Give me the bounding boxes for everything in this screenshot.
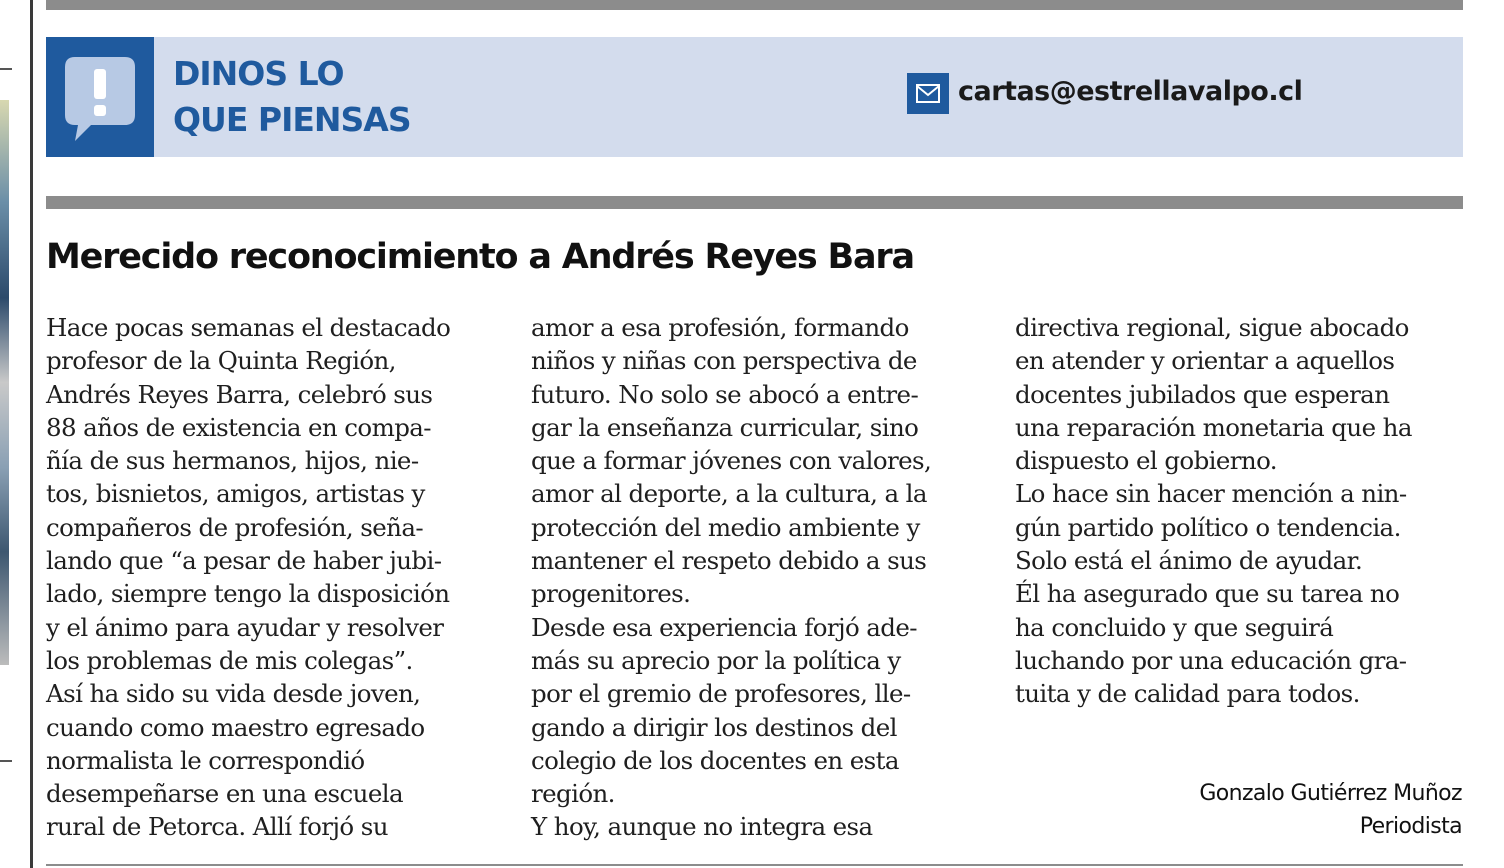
- text-line: gar la enseñanza curricular, sino: [531, 412, 919, 442]
- banner-title: [173, 51, 411, 143]
- text-line: ñía de sus hermanos, hijos, nie-: [46, 446, 419, 476]
- text-line: Así ha sido su vida desde joven,: [46, 679, 421, 709]
- text-line: profesor de la Quinta Región,: [46, 346, 396, 376]
- text-line: una reparación monetaria que ha: [1015, 412, 1412, 442]
- top-divider-bar: [46, 0, 1463, 10]
- envelope-glyph-icon: [916, 84, 940, 103]
- text-line: que a formar jóvenes con valores,: [531, 446, 932, 476]
- envelope-icon: [907, 73, 949, 114]
- section-divider-bar: [46, 196, 1463, 209]
- text-line: tos, bisnietos, amigos, artistas y: [46, 479, 425, 509]
- banner-icon-box: [46, 37, 154, 157]
- article-headline: Merecido reconocimiento a Andrés Reyes Bara: [46, 237, 914, 277]
- text-line: más su aprecio por la política y: [531, 645, 901, 675]
- text-line: y el ánimo para ayudar y resolver: [46, 612, 444, 642]
- article-column-3: [1015, 311, 1490, 711]
- text-line: Solo está el ánimo de ayudar.: [1015, 546, 1363, 576]
- text-line: lando que “a pesar de haber jubi-: [46, 546, 442, 576]
- text-line: futuro. No solo se abocó a entre-: [531, 379, 919, 409]
- letters-banner: [46, 37, 1463, 157]
- text-line: por el gremio de profesores, lle-: [531, 679, 911, 709]
- text-line: amor a esa profesión, formando: [531, 313, 909, 342]
- article-column-1: [46, 311, 521, 844]
- text-line: niños y niñas con perspectiva de: [531, 346, 917, 376]
- text-line: lado, siempre tengo la disposición: [46, 579, 450, 609]
- text-line: protección del medio ambiente y: [531, 512, 920, 542]
- text-line: Lo hace sin hacer mención a nin-: [1015, 479, 1407, 509]
- text-line: Él ha asegurado que su tarea no: [1015, 579, 1400, 609]
- text-line: gún partido político o tendencia.: [1015, 512, 1401, 542]
- text-line: los problemas de mis colegas”.: [46, 645, 413, 675]
- banner-title-line2: QUE PIENSAS: [173, 100, 411, 139]
- text-line: normalista le correspondió: [46, 745, 365, 775]
- text-line: región.: [531, 779, 615, 809]
- text-line: Hace pocas semanas el destacado: [46, 313, 451, 342]
- article-column-2: [531, 311, 1006, 844]
- email-link[interactable]: cartas@estrellavalpo.cl: [958, 76, 1303, 107]
- page-column-rule: [30, 0, 33, 868]
- text-line: ha concluido y que seguirá: [1015, 612, 1334, 642]
- text-line: dispuesto el gobierno.: [1015, 446, 1277, 476]
- text-line: luchando por una educación gra-: [1015, 645, 1407, 675]
- adjacent-page-rule: [0, 760, 12, 762]
- text-line: amor al deporte, a la cultura, a la: [531, 479, 927, 509]
- text-line: Desde esa experiencia forjó ade-: [531, 612, 917, 642]
- author-name: Gonzalo Gutiérrez Muñoz: [1199, 781, 1462, 806]
- text-line: Andrés Reyes Barra, celebró sus: [46, 379, 433, 409]
- text-line: docentes jubilados que esperan: [1015, 379, 1390, 409]
- text-line: compañeros de profesión, seña-: [46, 512, 424, 542]
- text-line: rural de Petorca. Allí forjó su: [46, 812, 388, 842]
- text-line: tuita y de calidad para todos.: [1015, 679, 1360, 709]
- text-line: 88 años de existencia en compa-: [46, 412, 431, 442]
- adjacent-page-image: [0, 100, 9, 665]
- banner-title-line1: DINOS LO: [173, 54, 344, 93]
- text-line: colegio de los docentes en esta: [531, 745, 899, 775]
- speech-bubble-exclamation-icon: [61, 53, 139, 145]
- text-line: progenitores.: [531, 579, 691, 609]
- text-line: mantener el respeto debido a sus: [531, 546, 927, 576]
- text-line: gando a dirigir los destinos del: [531, 712, 897, 742]
- text-line: desempeñarse en una escuela: [46, 779, 403, 809]
- text-line: directiva regional, sigue abocado: [1015, 313, 1409, 342]
- bottom-divider-rule: [46, 864, 1463, 866]
- adjacent-page-rule: [0, 68, 12, 70]
- author-signature: [1199, 777, 1462, 843]
- text-line: en atender y orientar a aquellos: [1015, 346, 1395, 376]
- text-line: Y hoy, aunque no integra esa: [531, 812, 873, 842]
- author-role: Periodista: [1359, 814, 1462, 839]
- text-line: cuando como maestro egresado: [46, 712, 425, 742]
